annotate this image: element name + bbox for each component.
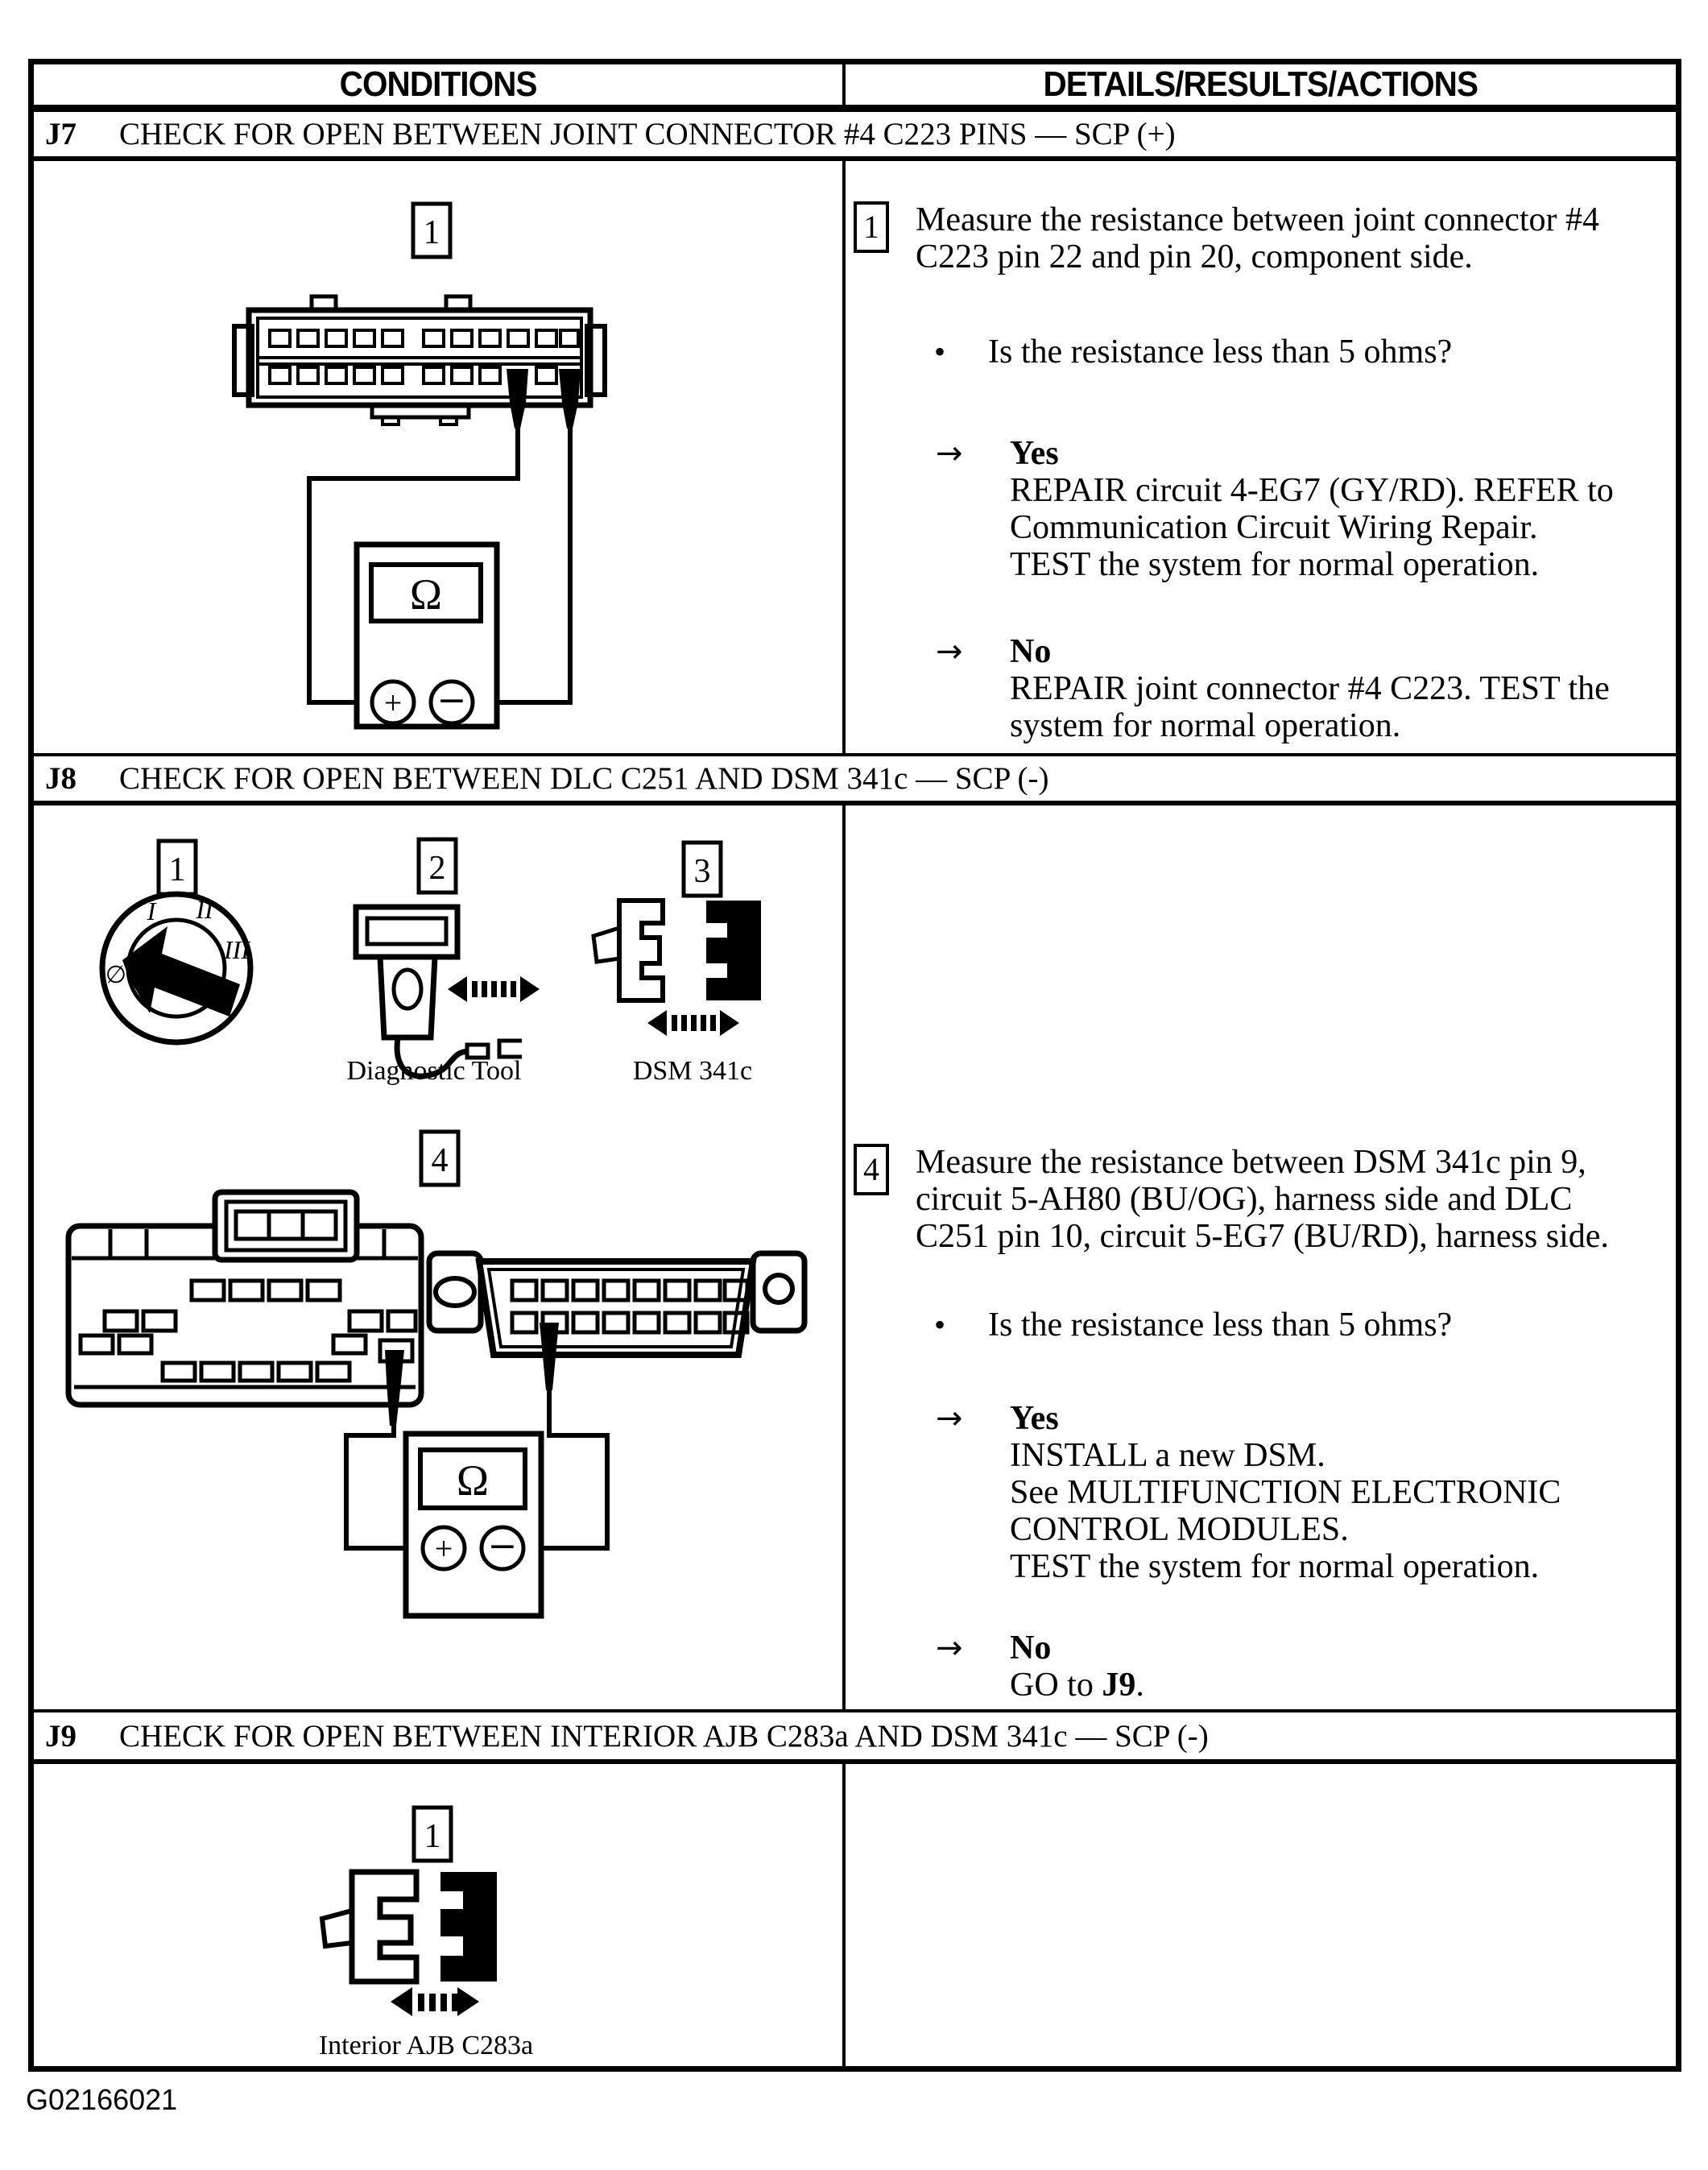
j8-actions-cell	[846, 805, 1676, 1709]
dsm-module-connector-icon	[68, 1192, 421, 1405]
ajb-component-connector	[440, 1872, 497, 1982]
details-column-header	[846, 64, 1676, 105]
j8-callout-tool-box	[419, 839, 456, 892]
j8-step-line: C251 pin 10, circuit 5-EG7 (BU/RD), harness side.	[916, 1218, 1609, 1255]
test-probe-right	[559, 369, 581, 429]
ohm-symbol: Ω	[409, 570, 443, 619]
j9-callout-box	[414, 1808, 451, 1861]
j8-answer-yes	[936, 1400, 1676, 1585]
j9-actions-cell	[846, 1764, 1676, 2066]
dlc-connector-icon	[429, 1253, 804, 1355]
j7-step-line: Measure the resistance between joint connector #4	[916, 201, 1600, 238]
j8-step-number: 4	[854, 1144, 889, 1195]
j8-question-text: Is the resistance less than 5 ohms?	[988, 1307, 1453, 1344]
j8-answer-no	[936, 1630, 1676, 1704]
j8-yes-label: Yes	[1010, 1400, 1059, 1437]
j7-answer-no	[936, 633, 1676, 744]
plus-terminal-label: +	[434, 1530, 453, 1567]
connect-disconnect-arrow	[448, 976, 540, 1002]
svg-text:1: 1	[423, 214, 440, 251]
j7-conditions-cell	[34, 161, 846, 753]
dsm-connector-pair-icon	[593, 901, 761, 1036]
j8-callout-ignition-box	[159, 841, 196, 894]
dsm-341c-label: DSM 341c	[632, 1056, 753, 1086]
pinpoint-test-table	[28, 59, 1681, 2072]
j8-yes-line: CONTROL MODULES.	[1010, 1511, 1349, 1548]
section-j7-id: J7	[45, 117, 77, 151]
dsm-module-pins	[81, 1281, 416, 1381]
section-j9-title: CHECK FOR OPEN BETWEEN INTERIOR AJB C283a AND DSM 341c — SCP (-)	[119, 1718, 1209, 1754]
j8-yes-line: INSTALL a new DSM.	[1010, 1437, 1325, 1474]
j7-yes-line: Communication Circuit Wiring Repair.	[1010, 509, 1538, 546]
ignition-pos-1: I	[147, 897, 156, 926]
j8-callout-dsm-box	[684, 843, 721, 896]
plus-terminal-label: +	[383, 685, 403, 721]
arrow-glyph: →	[936, 633, 963, 670]
j7-yes-label: Yes	[1010, 435, 1059, 472]
j7-step-text	[916, 201, 1599, 275]
svg-text:2: 2	[428, 850, 446, 887]
j8-no-target: J9	[1102, 1667, 1136, 1704]
section-j8-title: CHECK FOR OPEN BETWEEN DLC C251 AND DSM 341c — SCP (-)	[119, 761, 1049, 796]
joint-connector-icon	[234, 296, 605, 424]
ignition-pos-0: ∅	[105, 961, 127, 989]
j7-no-line: REPAIR joint connector #4 C223. TEST the	[1010, 670, 1610, 707]
j8-callout-meter-box	[421, 1132, 458, 1185]
j7-step	[846, 201, 1676, 275]
j7-no-line: system for normal operation.	[1010, 707, 1401, 744]
svg-text:4: 4	[431, 1142, 449, 1179]
figure-code: G02166021	[26, 2083, 178, 2116]
bullet-glyph: •	[934, 1307, 946, 1343]
j8-question	[934, 1307, 1676, 1344]
j7-question	[934, 333, 1676, 371]
j8-step-line: circuit 5-AH80 (BU/OG), harness side and DLC	[916, 1181, 1573, 1218]
j8-conditions-cell	[34, 805, 846, 1709]
table-header-row	[34, 64, 1676, 109]
j9-conditions-cell	[34, 1764, 846, 2066]
minus-terminal-label: −	[487, 1526, 518, 1567]
connect-disconnect-arrow	[647, 1010, 739, 1036]
conditions-header-label: CONDITIONS	[339, 64, 537, 104]
j9-diagram	[34, 1764, 846, 2066]
dsm-harness-connector	[619, 901, 663, 1000]
j8-no-line	[1010, 1667, 1144, 1704]
j8-step-text	[916, 1144, 1609, 1255]
j8-step-line: Measure the resistance between DSM 341c pin 9,	[916, 1144, 1586, 1181]
ajb-harness-connector	[352, 1872, 416, 1982]
ignition-pos-2: II	[196, 895, 213, 924]
section-j9-id: J9	[45, 1718, 77, 1754]
svg-text:1: 1	[168, 851, 186, 888]
j8-no-period: .	[1135, 1667, 1144, 1704]
dsm-component-connector	[706, 901, 761, 1000]
details-header-label: DETAILS/RESULTS/ACTIONS	[1043, 64, 1478, 104]
ignition-switch-icon	[102, 894, 250, 1042]
j8-diagram	[34, 805, 846, 1709]
arrow-glyph: →	[936, 435, 963, 472]
j8-step	[846, 1144, 1676, 1255]
j7-step-number: 1	[854, 201, 889, 253]
j7-question-text: Is the resistance less than 5 ohms?	[988, 333, 1453, 371]
j7-step-line: C223 pin 22 and pin 20, component side.	[916, 238, 1473, 275]
svg-text:3: 3	[693, 853, 711, 890]
ohmmeter	[357, 545, 497, 727]
j7-answer-yes	[936, 435, 1676, 583]
arrow-glyph: →	[936, 1400, 963, 1437]
arrow-glyph: →	[936, 1630, 963, 1667]
j7-actions-cell	[846, 161, 1676, 753]
diagnostic-tool-icon	[356, 907, 522, 1076]
section-j8-id: J8	[45, 761, 77, 796]
section-j7-content-row	[34, 161, 1676, 753]
section-j9-content-row	[34, 1764, 1676, 2066]
ohm-symbol: Ω	[456, 1456, 490, 1505]
j7-yes-line: REPAIR circuit 4-EG7 (GY/RD). REFER to	[1010, 472, 1614, 509]
ohmmeter	[406, 1434, 541, 1616]
connect-disconnect-arrow	[391, 1987, 479, 2016]
section-j7-title-row	[34, 109, 1676, 161]
section-j8-title-row	[34, 753, 1676, 805]
j8-no-text: GO to	[1010, 1667, 1102, 1704]
test-probe-left	[507, 369, 528, 429]
conditions-column-header	[34, 64, 846, 105]
j7-no-label: No	[1010, 633, 1052, 670]
j8-yes-line: TEST the system for normal operation.	[1010, 1548, 1540, 1585]
j8-no-label: No	[1010, 1630, 1052, 1667]
j8-yes-line: See MULTIFUNCTION ELECTRONIC	[1010, 1474, 1561, 1511]
bullet-glyph: •	[934, 333, 946, 370]
j7-diagram	[34, 161, 846, 753]
j7-callout-box	[413, 204, 450, 257]
diagnostic-tool-label: Diagnostic Tool	[346, 1056, 522, 1086]
section-j9-title-row	[34, 1709, 1676, 1764]
ajb-connector-pair-icon	[322, 1872, 497, 2016]
svg-text:1: 1	[424, 1818, 441, 1855]
joint-connector-top-pins	[270, 330, 578, 346]
interior-ajb-label: Interior AJB C283a	[318, 2031, 534, 2060]
ignition-pos-3: III	[224, 935, 250, 964]
section-j7-title: CHECK FOR OPEN BETWEEN JOINT CONNECTOR #4 C223 PINS — SCP (+)	[119, 117, 1176, 151]
j7-yes-line: TEST the system for normal operation.	[1010, 546, 1540, 583]
section-j8-content-row	[34, 805, 1676, 1709]
minus-terminal-label: −	[436, 680, 467, 721]
